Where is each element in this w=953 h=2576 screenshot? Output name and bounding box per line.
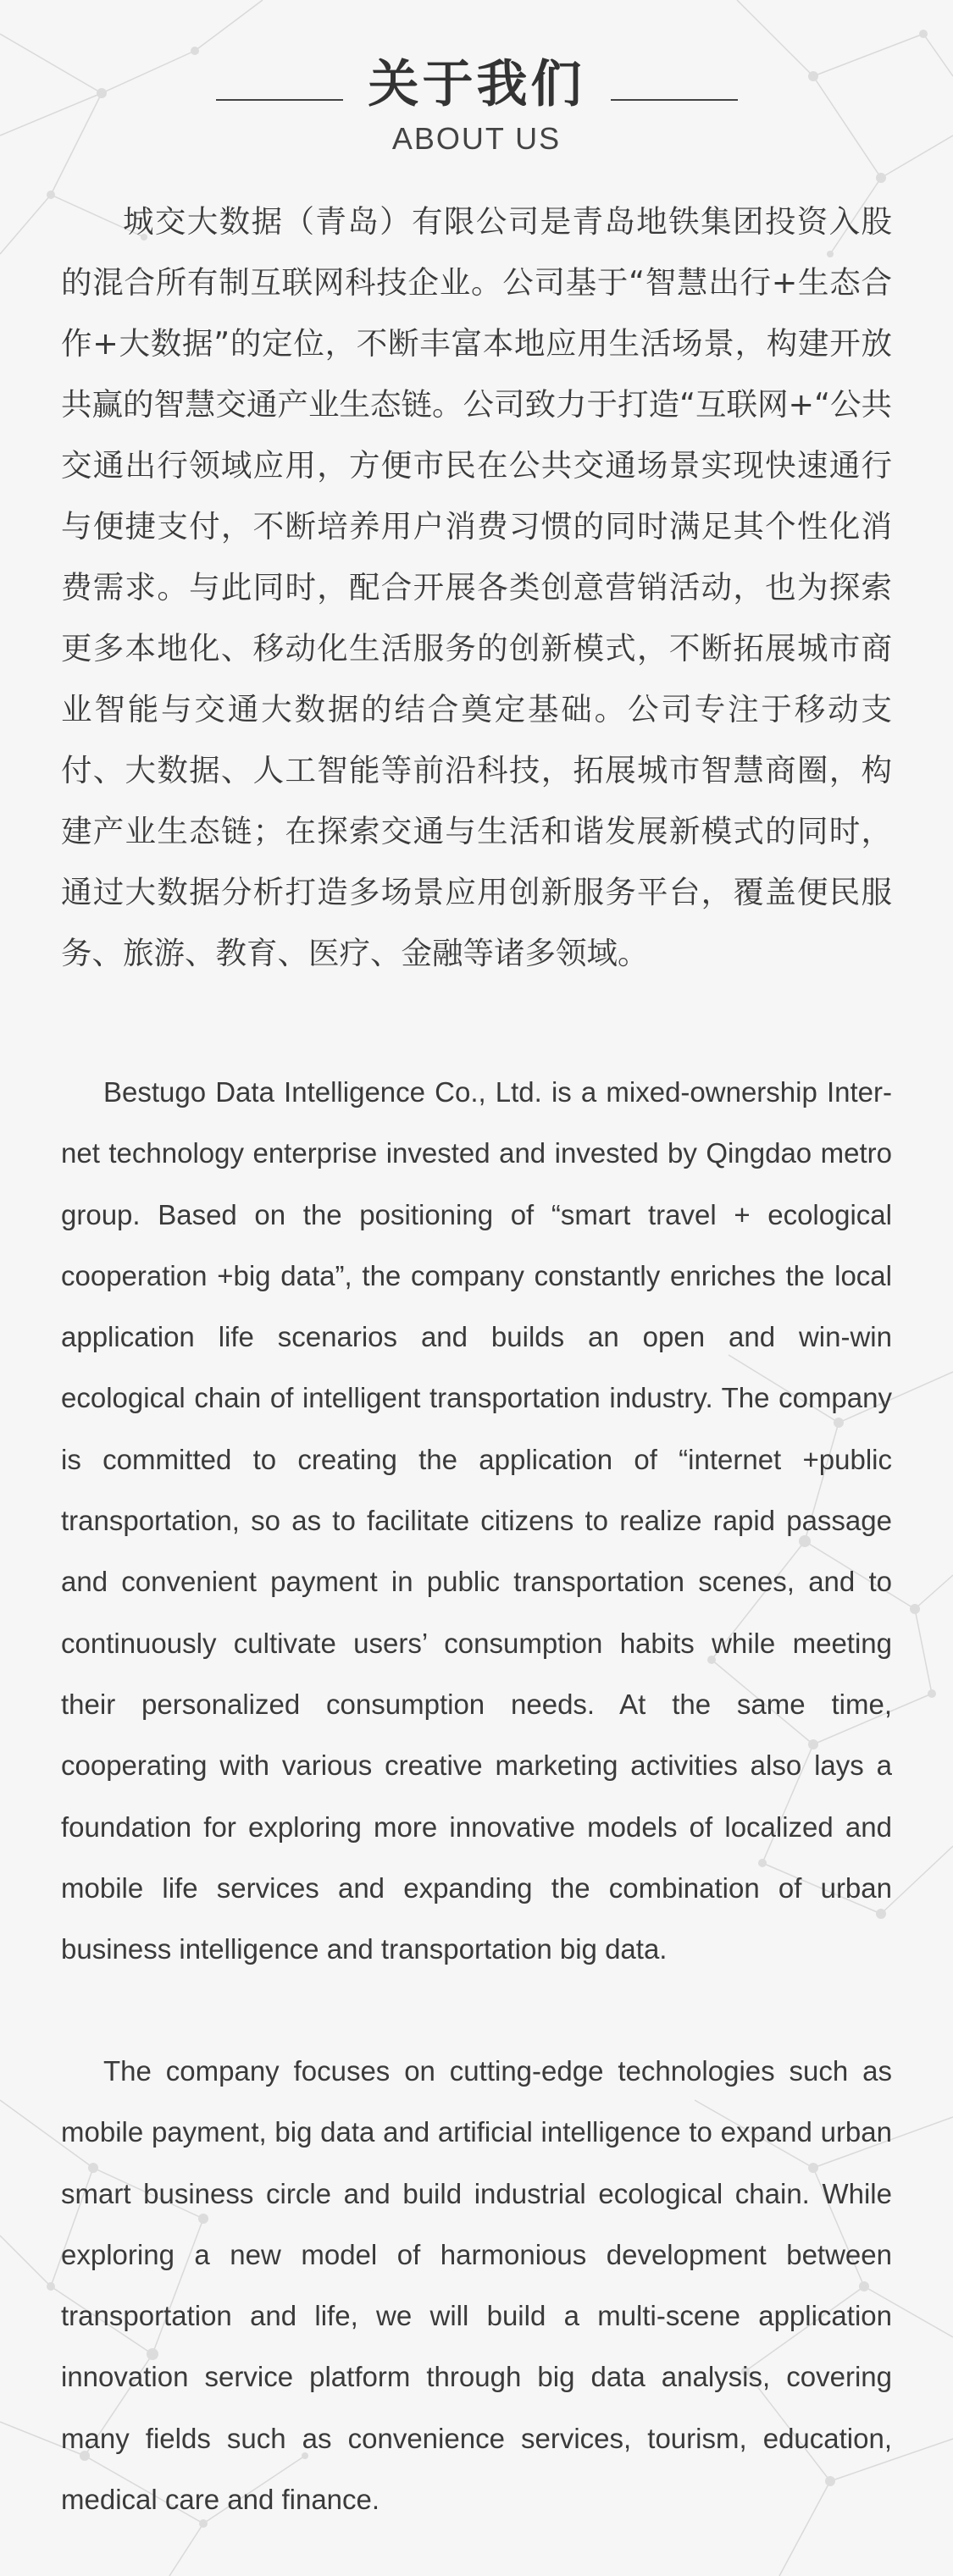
- intro-paragraph-cn: 城交大数据（青岛）有限公司是青岛地铁集团投资入股的混合所有制互联网科技企业。公司基于“智慧出行+生态合作+大数据”的定位，不断丰富本地应用生活场景，构建开放共赢的智慧交通产业生态链。公司致力于打造“互联网+“公共交通出行领域应用，方便市民在公共交通场景实现快速通行与便捷支付，不断培养用户消费习惯的同时满足其个性化消费需求。与此同时，配合开展各类创意营销活动，也为探索更多本地化、移动化生活服务的创新模式，不断拓展城市商业智能与交通大数据的结合奠定基础。公司专注于移动支付、大数据、人工智能等前沿科技，拓展城市智慧商圈，构建产业生态链；在探索交通与生活和谐发展新模式的同时，通过大数据分析打造多场景应用创新服务平台，覆盖便民服务、旅游、教育、医疗、金融等诸多领域。: [61, 203, 892, 971]
- intro-paragraph-en-2: The company focuses on cutting-edge technologies such as mobile payment, big data and artificial intelligence to expand urban smart business circle and build industrial ecological chain. While exploring a new model of harmonious development between transportation and life, we will build a multi-scene application innovation service platform through big data analysis, covering many fields such as convenience services, tourism, education, medical care and finance.: [61, 2055, 892, 2516]
- title-left-rule: [216, 99, 343, 101]
- intro-paragraph-en-1: Bestugo Data Intelligence Co., Ltd. is a mixed-ownership Internet technology enterprise invested and invested by Qingdao metro group. Based on the positioning of “smart travel + ecological cooperation +big data”, the company constantly enriches the local application life scenarios and builds an open and win-win ecological chain of intelligent transportation industry. The company is committed to creating the application of “internet +public transportation, so as to facilitate citizens to realize rapid passage and convenient payment in public transportation scenes, and to continuously cultivate users’ consumption habits while meeting their personalized consumption needs. At the same time, cooperating with various creative marketing activities also lays a foundation for exploring more innovative models of localized and mobile life services and expanding the combination of urban business intelligence and transportation big data.: [61, 1076, 892, 1965]
- page-header: [0, 49, 953, 158]
- page-subtitle: ABOUT US: [391, 121, 562, 156]
- page-title: 关于我们: [368, 55, 585, 114]
- title-row: [0, 49, 953, 120]
- title-right-rule: [611, 99, 738, 101]
